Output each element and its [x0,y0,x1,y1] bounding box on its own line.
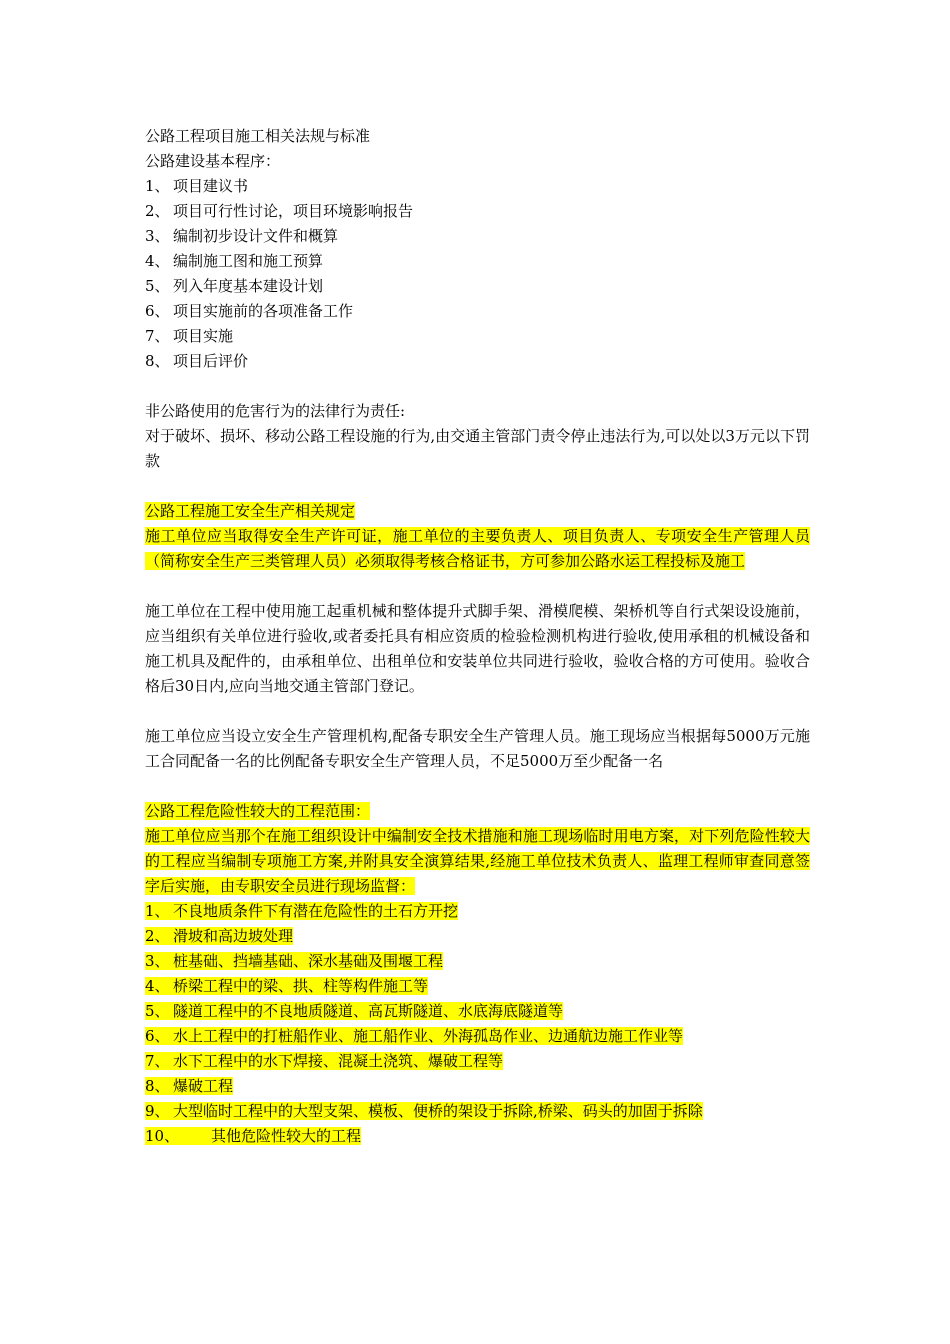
list-number: 4、 [145,977,170,995]
list-text: 项目实施前的各项准备工作 [173,302,354,320]
section2-body: 对于破坏、损坏、移动公路工程设施的行为,由交通主管部门责令停止违法行为,可以处以3万元以下罚款 [145,427,810,470]
spacer [145,574,810,599]
list-text: 滑坡和高边坡处理 [173,927,294,945]
list-number: 8、 [145,352,170,370]
list-text: 桥梁工程中的梁、拱、柱等构件施工等 [173,977,429,995]
list-text: 编制初步设计文件和概算 [173,227,339,245]
list-number: 6、 [145,302,170,320]
list-item [145,1124,810,1149]
list-item [145,949,810,974]
list-number: 4、 [145,252,170,270]
list-number: 5、 [145,277,170,295]
list-item [145,324,810,349]
list-number: 1、 [145,902,170,920]
list-text: 水上工程中的打桩船作业、施工船作业、外海孤岛作业、边通航边施工作业等 [173,1027,684,1045]
list-text: 列入年度基本建设计划 [173,277,324,295]
list-number: 2、 [145,927,170,945]
list-number: 7、 [145,327,170,345]
list-text: 项目后评价 [173,352,249,370]
spacer [145,474,810,499]
list-number: 7、 [145,1052,170,1070]
list-item [145,299,810,324]
section4-body: 施工单位在工程中使用施工起重机械和整体提升式脚手架、滑模爬模、架桥机等自行式架设设施前，应当组织有关单位进行验收,或者委托具有相应资质的检验检测机构进行验收,使用承租的机械设备和施工机具及配件的，由承租单位、出租单位和安装单位共同进行验收，验收合格的方可使用。验收合格后30日内,应向当地交通主管部门登记。 [145,602,810,695]
section3-block [145,499,810,574]
list-text: 不良地质条件下有潜在危险性的土石方开挖 [173,902,459,920]
section6-list [145,899,810,1149]
list-number: 8、 [145,1077,170,1095]
list-item [145,1074,810,1099]
list-item [145,199,810,224]
spacer [145,699,810,724]
list-item [145,1024,810,1049]
list-item [145,924,810,949]
list-number: 6、 [145,1027,170,1045]
list-item [145,999,810,1024]
list-text: 项目实施 [173,327,234,345]
spacer [145,774,810,799]
list-item [145,1099,810,1124]
section1-heading: 公路建设基本程序： [145,152,281,170]
list-item [145,174,810,199]
list-item [145,899,810,924]
spacer [145,374,810,399]
list-number: 10、 [145,1127,180,1145]
list-text: 其他危险性较大的工程 [211,1127,362,1145]
section3-heading: 公路工程施工安全生产相关规定 [145,502,356,520]
list-number: 1、 [145,177,170,195]
section1-list [145,174,810,374]
list-text: 桩基础、挡墙基础、深水基础及围堰工程 [173,952,444,970]
list-text: 爆破工程 [173,1077,234,1095]
list-number: 3、 [145,952,170,970]
list-text: 大型临时工程中的大型支架、模板、便桥的架设于拆除,桥梁、码头的加固于拆除 [173,1102,703,1120]
section2-heading: 非公路使用的危害行为的法律行为责任: [145,402,406,420]
list-text: 编制施工图和施工预算 [173,252,324,270]
list-text: 项目建议书 [173,177,249,195]
list-number: 9、 [145,1102,170,1120]
list-item [145,274,810,299]
list-item [145,224,810,249]
section3-body: 施工单位应当取得安全生产许可证，施工单位的主要负责人、项目负责人、专项安全生产管理人员（简称安全生产三类管理人员）必须取得考核合格证书，方可参加公路水运工程投标及施工 [145,527,810,570]
list-item [145,349,810,374]
list-number: 2、 [145,202,170,220]
section5-body: 施工单位应当设立安全生产管理机构,配备专职安全生产管理人员。施工现场应当根据每5000万元施工合同配备一名的比例配备专职安全生产管理人员，不足5000万至少配备一名 [145,727,810,770]
list-number: 3、 [145,227,170,245]
document-title: 公路工程项目施工相关法规与标准 [145,127,371,145]
list-text: 水下工程中的水下焊接、混凝土浇筑、爆破工程等 [173,1052,504,1070]
section6-block [145,799,810,1149]
list-item [145,1049,810,1074]
section6-heading: 公路工程危险性较大的工程范围： [145,802,371,820]
document-page [145,124,810,1149]
list-text: 隧道工程中的不良地质隧道、高瓦斯隧道、水底海底隧道等 [173,1002,564,1020]
list-item [145,974,810,999]
list-text: 项目可行性讨论，项目环境影响报告 [173,202,414,220]
list-item [145,249,810,274]
list-number: 5、 [145,1002,170,1020]
section6-body: 施工单位应当那个在施工组织设计中编制安全技术措施和施工现场临时用电方案，对下列危险性较大的工程应当编制专项施工方案,并附具安全演算结果,经施工单位技术负责人、监理工程师审查同意签字后实施，由专职安全员进行现场监督： [145,827,810,895]
